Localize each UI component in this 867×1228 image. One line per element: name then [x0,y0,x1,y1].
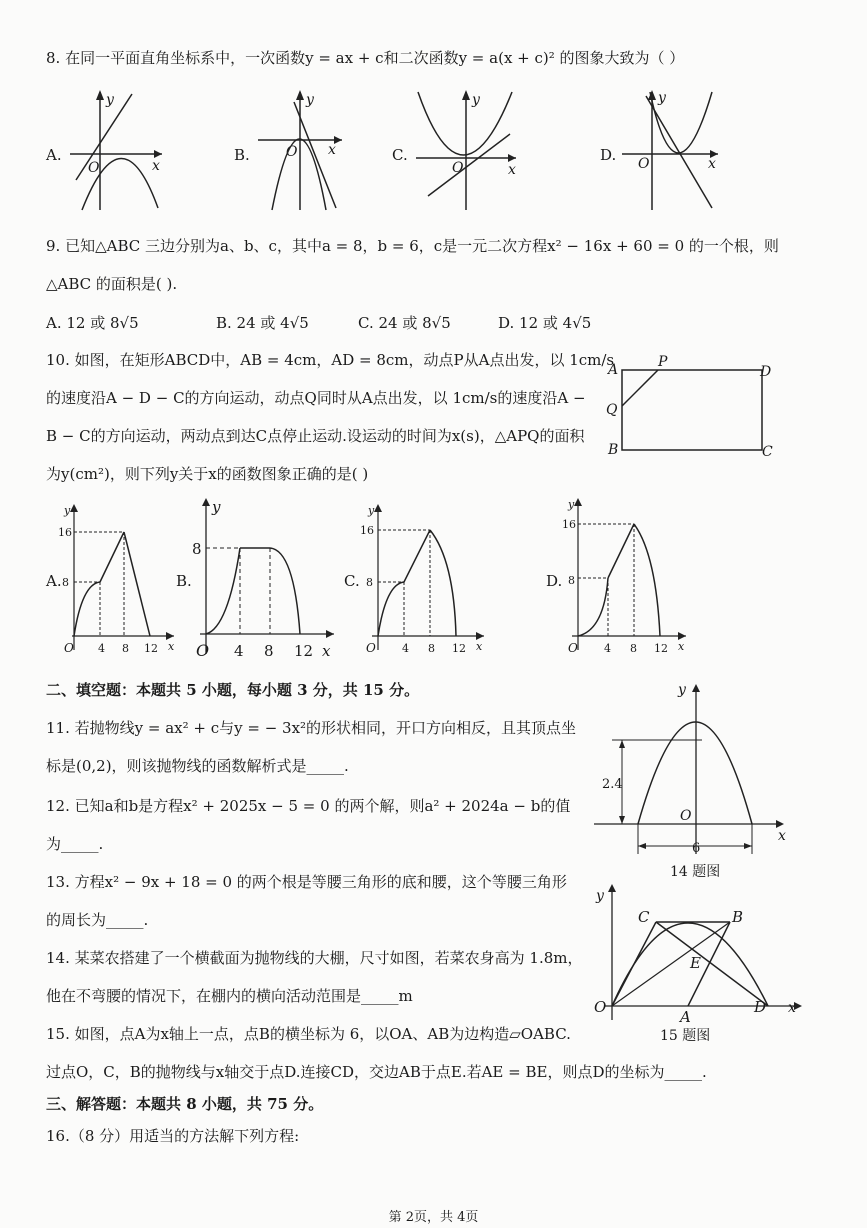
q9-line1: 9. 已知△ABC 三边分别为a、b、c，其中a = 8，b = 6，c是一元二次方程x² − 16x + 60 = 0 的一个根，则 [46,237,779,255]
q14-line1: 14. 某菜农搭建了一个横截面为抛物线的大棚，尺寸如图，若菜农身高为 1.8m， [46,949,583,967]
q8c-x: x [508,162,516,178]
f15-y: y [596,888,604,904]
q16-stem: 16.（8 分）用适当的方法解下列方程: [46,1127,300,1145]
q10-line4: 为y(cm²)，则下列y关于x的函数图象正确的是( ) [46,465,369,483]
f14-width: 6 [692,841,701,856]
q15-line2: 过点O，C，B的抛物线与x轴交于点D.连接CD，交边AB于点E.若AE = BE，则点D的坐标为_____. [46,1063,707,1081]
f14-height: 2.4 [602,777,623,792]
page-footer: 第 2页，共 4页 [388,1210,479,1225]
q8-option-a-label: A. [46,146,62,164]
rect-label-p: P [658,354,668,370]
q8-option-c-label: C. [392,146,408,164]
qa-tick-8x: 8 [122,642,129,655]
q10-option-a-label: A. [46,572,62,590]
q8a-o: O [88,160,100,176]
rect-label-a: A [608,362,619,378]
f14-x: x [778,828,786,844]
section3-heading: 三、解答题：本题共 8 小题，共 75 分。 [46,1095,324,1113]
section2-heading: 二、填空题：本题共 5 小题，每小题 3 分，共 15 分。 [46,681,420,699]
qc-tick-12: 12 [452,642,466,655]
q9-line2: △ABC 的面积是( ). [46,275,178,293]
qa-y: y [64,504,71,517]
fig-15-parallelogram [590,880,810,1046]
q10-line1: 10. 如图，在矩形ABCD中，AB = 4cm，AD = 8cm，动点P从A点出发，以 1cm/s [46,351,615,369]
q10-graph-c [358,500,488,656]
q8d-x: x [708,156,716,172]
f15-d: D [754,998,767,1016]
qa-tick-4: 4 [98,642,105,655]
qd-tick-12: 12 [654,642,668,655]
q8a-x: x [152,158,160,174]
qa-tick-12: 12 [144,642,158,655]
q8-graph-c [412,88,522,212]
q9-option-c: C. 24 或 8√5 [358,314,451,332]
qb-tick-4: 4 [234,642,244,660]
q8b-y: y [306,92,314,108]
f15-x: x [788,1000,796,1016]
q8d-o: O [638,156,650,172]
qb-o: O [196,641,210,660]
qd-tick-4: 4 [604,642,611,655]
q10-option-c-label: C. [344,572,360,590]
q11-line2: 标是(0,2)，则该抛物线的函数解析式是_____. [46,757,349,775]
q10-option-b-label: B. [176,572,192,590]
q15-line1: 15. 如图，点A为x轴上一点，点B的横坐标为 6，以OA、AB为边构造▱OABC. [46,1025,571,1043]
q10-graph-d [560,494,690,656]
qa-o: O [64,641,74,655]
fig-14-greenhouse [592,678,792,882]
qc-tick-8: 8 [366,576,373,589]
q9-option-d: D. 12 或 4√5 [498,314,592,332]
rect-label-c: C [762,444,773,460]
qb-tick-8x: 8 [264,642,274,660]
qd-o: O [568,641,578,655]
qa-tick-16: 16 [58,526,72,539]
qb-y: y [212,498,221,516]
q8-graph-b [254,88,354,212]
q12-line1: 12. 已知a和b是方程x² + 2025x − 5 = 0 的两个解，则a² + 2024a − b的值 [46,797,571,815]
qb-tick-8: 8 [192,540,202,558]
f14-y: y [678,682,686,698]
f14-caption: 14 题图 [670,864,721,880]
q8a-y: y [106,92,114,108]
q10-line2: 的速度沿A − D − C的方向运动，动点Q同时从A点出发，以 1cm/s的速度沿A − [46,389,586,407]
qc-y: y [368,504,375,517]
rect-label-b: B [608,442,619,458]
f15-e: E [690,954,701,972]
q8-graph-a [66,88,166,212]
q8-graph-d [618,88,728,212]
qd-tick-16: 16 [562,518,576,531]
q14-line2: 他在不弯腰的情况下，在棚内的横向活动范围是_____m [46,987,413,1005]
q10-line3: B − C的方向运动，两动点到达C点停止运动.设运动的时间为x(s)，△APQ的面积 [46,427,585,445]
qa-x: x [168,640,175,653]
q8b-o: O [286,144,298,160]
f15-a: A [680,1008,691,1026]
q9-option-b: B. 24 或 4√5 [216,314,309,332]
q11-line1: 11. 若抛物线y = ax² + c与y = − 3x²的形状相同，开口方向相反，且其顶点坐 [46,719,577,737]
qc-o: O [366,641,376,655]
q8-option-d-label: D. [600,146,617,164]
qc-tick-16: 16 [360,524,374,537]
q10-rectangle-figure [604,354,784,464]
rect-label-q: Q [606,402,618,418]
f15-o: O [594,998,607,1016]
q8-option-b-label: B. [234,146,250,164]
qd-tick-8x: 8 [630,642,637,655]
q8c-o: O [452,160,464,176]
qd-tick-8: 8 [568,574,575,587]
qd-y: y [568,498,575,511]
rect-label-d: D [760,364,772,380]
q10-graph-b [190,494,340,660]
qc-tick-4: 4 [402,642,409,655]
q8b-x: x [328,142,336,158]
f15-c: C [638,908,650,926]
f15-b: B [732,908,744,926]
qa-tick-8: 8 [62,576,69,589]
qc-tick-8x: 8 [428,642,435,655]
qd-x: x [678,640,685,653]
qb-tick-12: 12 [294,642,314,660]
q8c-y: y [472,92,480,108]
qb-x: x [322,642,331,660]
q13-line2: 的周长为_____. [46,911,149,929]
q8d-y: y [658,90,666,106]
qc-x: x [476,640,483,653]
q8-stem: 8. 在同一平面直角坐标系中，一次函数y = ax + c和二次函数y = a(x + c)² 的图象大致为（ ） [46,49,685,67]
q10-graph-a [58,500,178,656]
f14-o: O [680,808,692,824]
q10-option-d-label: D. [546,572,563,590]
q12-line2: 为_____. [46,835,104,853]
f15-caption: 15 题图 [660,1028,711,1044]
q13-line1: 13. 方程x² − 9x + 18 = 0 的两个根是等腰三角形的底和腰，这个等腰三角形 [46,873,567,891]
q9-option-a: A. 12 或 8√5 [46,314,139,332]
